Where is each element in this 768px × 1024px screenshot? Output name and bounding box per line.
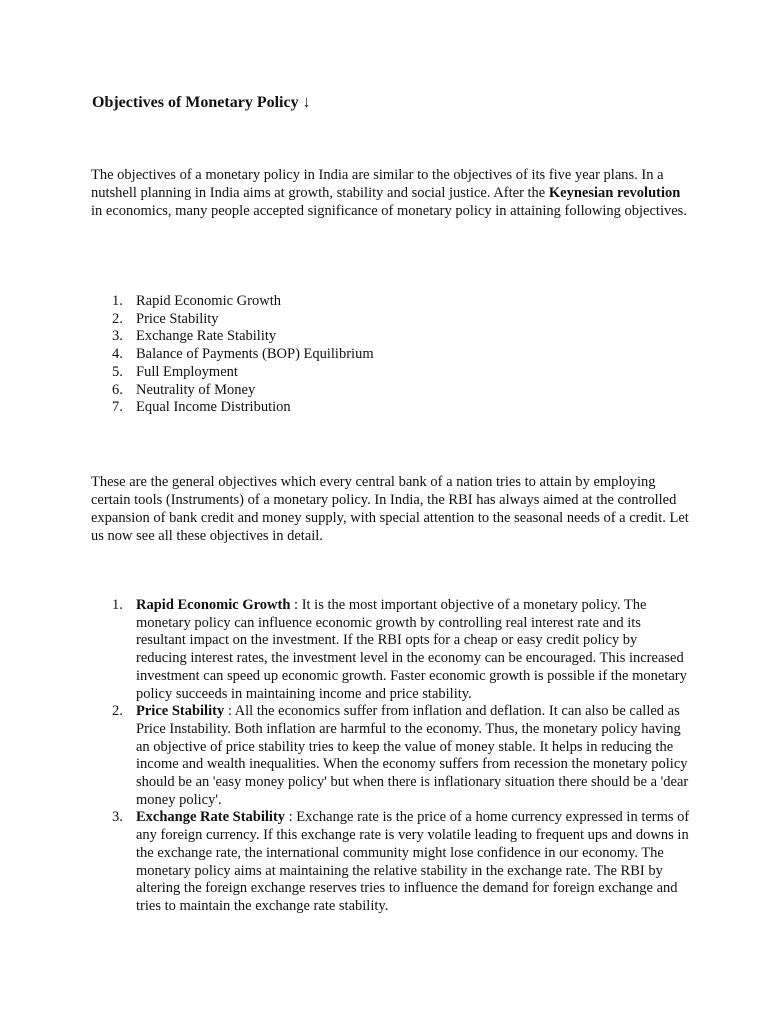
general-objectives-paragraph: These are the general objectives which every central bank of a nation tries to attain by employing certain tools (Instruments) of a monetary policy. In India, the RBI has always aimed at the controlled expansion of bank credit and money supply, with special attention to the seasonal needs of a credit. Let us now see all these objectives in detail. xyxy=(91,474,689,544)
list-item xyxy=(91,597,691,703)
list-item-heading: Rapid Economic Growth xyxy=(136,597,291,613)
list-item-number: 2. xyxy=(112,703,123,720)
list-item-number: 5. xyxy=(112,363,123,380)
list-item-body xyxy=(136,809,691,915)
intro-bold-term: Keynesian revolution xyxy=(548,185,681,201)
list-item-text: Full Employment xyxy=(136,363,238,380)
objectives-list xyxy=(91,293,691,417)
list-item xyxy=(91,364,691,382)
list-item-number: 7. xyxy=(112,399,123,416)
list-item-number: 6. xyxy=(112,381,123,398)
list-item-text: Equal Income Distribution xyxy=(136,399,291,416)
document-title: Objectives of Monetary Policy ↓ xyxy=(92,94,311,111)
intro-text-after: in economics, many people accepted significance of monetary policy in attaining following objectives. xyxy=(91,203,687,219)
list-item xyxy=(91,399,691,417)
list-item-text: : All the economics suffer from inflation and deflation. It can also be called as Price Instability. Both inflation are harmful to the economy. Thus, the monetary policy having an objective of price stability tries to keep the value of money stable. It helps in reducing the income and wealth inequalities. When the economy suffers from recession the monetary policy should be an 'easy money policy' but when there is inflationary situation there should be a 'dear money policy'. xyxy=(136,703,689,808)
list-item-heading: Exchange Rate Stability xyxy=(136,809,286,826)
list-item-text: Exchange Rate Stability xyxy=(136,328,277,345)
list-item xyxy=(91,809,691,915)
list-item-text: Rapid Economic Growth xyxy=(136,293,281,309)
intro-text-before: The objectives of a monetary policy in India are similar to the objectives of its five year plans. In a nutshell planning in India aims at growth, stability and social justice. After the xyxy=(91,167,664,201)
list-item-heading: Price Stability xyxy=(136,703,225,720)
list-item xyxy=(91,346,691,364)
list-item-text: Price Stability xyxy=(136,310,219,327)
list-item-number: 1. xyxy=(112,597,123,613)
list-item-text: : Exchange rate is the price of a home currency expressed in terms of any foreign currency. If this exchange rate is very volatile leading to frequent ups and downs in the exchange rate, the international community might lose confidence in our economy. The monetary policy aims at maintaining the relative stability in the exchange rate. The RBI by altering the foreign exchange reserves tries to influence the demand for foreign exchange and tries to maintain the exchange rate stability. xyxy=(136,809,690,914)
list-item xyxy=(91,703,691,809)
list-item-text: : It is the most important objective of a monetary policy. The monetary policy can influence economic growth by controlling real interest rate and its resultant impact on the investment. If the RBI opts for a cheap or easy credit policy by reducing interest rates, the investment level in the economy can be encouraged. This increased investment can speed up economic growth. Faster economic growth is possible if the monetary policy succeeds in maintaining income and price stability. xyxy=(136,597,687,702)
list-item-number: 3. xyxy=(112,809,123,826)
list-item-number: 4. xyxy=(112,346,123,363)
list-item-text: Neutrality of Money xyxy=(136,381,256,398)
intro-paragraph xyxy=(91,166,689,220)
list-item-body xyxy=(136,597,691,703)
list-item xyxy=(91,293,691,311)
list-item-text: Balance of Payments (BOP) Equilibrium xyxy=(136,346,374,363)
list-item xyxy=(91,311,691,329)
list-item xyxy=(91,382,691,400)
list-item-number: 1. xyxy=(112,293,123,309)
list-item-number: 3. xyxy=(112,328,123,345)
list-item-number: 2. xyxy=(112,310,123,327)
list-item-body xyxy=(136,703,691,809)
objectives-detail-list xyxy=(91,597,691,916)
list-item xyxy=(91,328,691,346)
